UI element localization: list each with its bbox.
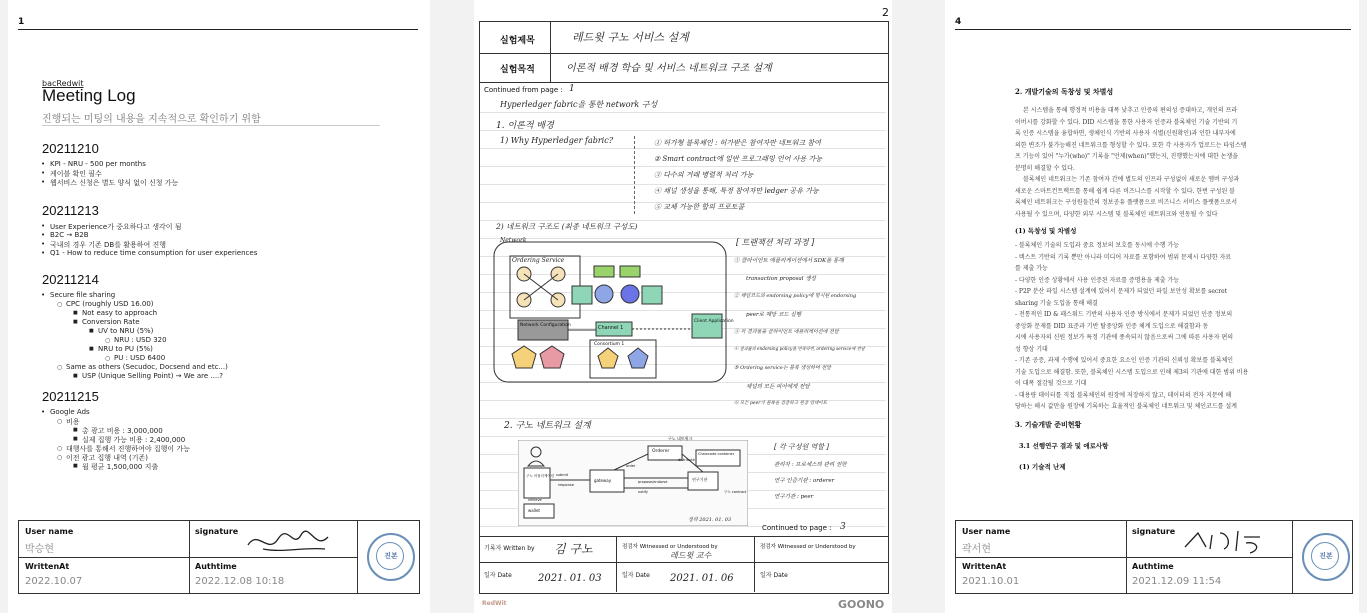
rule-line (480, 148, 886, 149)
paragraph-line: 분명히 해결할 수 있다. (1015, 164, 1075, 172)
section-heading-2: 3. 기술개발 준비현황 (1015, 420, 1082, 429)
hw-line: Hyperledger fabric을 통한 network 구성 (500, 100, 658, 109)
paragraph-line: 이버시를 강화할 수 있다. DID 시스템을 통한 사용자 인증과 블록체인 기술 기반의 기 (1015, 118, 1238, 126)
page-subtitle: 진행되는 미팅의 내용을 지속적으로 확인하기 위함 (42, 114, 261, 125)
recorder-signature: 김 구노 (554, 542, 593, 556)
page-number: 4 (955, 17, 962, 27)
list-item: ■ 실제 집행 가능 비용 : 2,400,000 (82, 435, 185, 445)
paragraph-line: 의한 변조가 불가능해진 네트워크를 형성할 수 있다. 또한 각 사용자가 업로드는 타임스탬 (1015, 141, 1247, 149)
hw-line: transaction proposal 생성 (746, 276, 816, 282)
continued-to-label: Continued to page : (762, 524, 832, 532)
title-divider (42, 125, 380, 126)
checker-label: 점검자 Witnessed or Understood by (622, 544, 718, 550)
bullet-line: - 대용량 데이터를 직접 블록체인의 원장에 저장하지 않고, 데이터의 전자 지문에 해 (1015, 391, 1232, 399)
brand-logo-redwit: RedWit (482, 600, 507, 607)
arch-gateway: gateway (594, 478, 612, 483)
rule-line (480, 184, 886, 185)
divider (550, 21, 551, 82)
divider (956, 557, 1292, 558)
bullet-line: - 전통적인 ID & 패스워드 기반의 사용자 인증 방식에서 문제가 되었던 인증 정보의 (1015, 311, 1233, 318)
page-header-rule (18, 29, 418, 30)
hw-line: 2) 네트워크 구조도 (최종 네트워크 구성도) (496, 222, 638, 231)
list-item: • 케이블 확인 필수 (50, 169, 102, 179)
list-item: ○ CPC (roughly USD 16.00) (66, 300, 154, 308)
divider (754, 536, 755, 592)
written-label: WrittenAt (962, 562, 1007, 571)
signature-label: signature (1132, 527, 1176, 536)
page-title: Meeting Log (42, 86, 136, 105)
hw-line: 연구기관 : peer (774, 494, 814, 500)
list-item: ■ USP (Unique Selling Point) → We are ....? (82, 372, 223, 380)
diagram-network-label: Network (500, 237, 527, 244)
handwritten-signature (243, 527, 333, 555)
hw-line: ③ 각 결과물을 클라이언트 애플리케이션에 전달 (734, 329, 839, 335)
signature-box (955, 520, 1353, 594)
hw-line: ⑤ Ordering service는 블록 생성하여 전달 (734, 365, 832, 371)
diagram-ordering-label: Ordering Service (512, 257, 565, 264)
arch-submit: submit (556, 473, 569, 477)
hw-line: ④ 채널 생성을 통해, 특정 참여자만 ledger 공유 가능 (654, 187, 819, 195)
list-item: ■ 총 광고 비용 : 3,000,000 (82, 426, 163, 436)
page-3 (945, 0, 1359, 613)
arch-lab: 연구기관 (692, 477, 708, 482)
paragraph-line: 새로운 스마트컨트랙트를 통해 쉽게 다른 비즈니스를 시작할 수 있다. 한번 구성된 블 (1015, 187, 1235, 195)
hw-line: 연구 인증기관 : orderer (774, 478, 835, 484)
authtime-label: Authtime (1132, 562, 1174, 571)
list-item: ○ NRU : USD 320 (114, 336, 167, 344)
divider (357, 521, 358, 593)
meeting-date: 20211214 (42, 272, 99, 287)
bullet-line: 를 제출 가능 (1015, 265, 1048, 272)
list-item: • Q1 - How to reduce time consumption for user experiences (50, 249, 257, 257)
paragraph-line: 본 시스템을 통해 행정적 비용을 대폭 낮추고 인증의 편의성 증대하고, 개인의 프라 (1023, 107, 1238, 114)
hw-line: ② Smart contract에 일반 프로그래밍 언어 사용 가능 (654, 155, 822, 163)
list-item: ○ 대행사를 통해서 진행하여야 집행이 가능 (66, 444, 190, 454)
bullet-line: 성 향상 기대 (1015, 345, 1048, 353)
title-value: 레드윗 구노 서비스 설계 (572, 31, 689, 44)
arch-chaincode: Chaincode container (698, 452, 735, 456)
title-label: 실험제목 (500, 36, 535, 46)
subsection-heading-2: 3.1 선행연구 결과 및 애로사항 (1019, 442, 1109, 450)
list-item: ■ NRU to PU (5%) (98, 345, 153, 353)
bullet-line: 당하는 해시 값만을 원장에 기록하는 효율적인 블록체인 네트워크 및 체인코드를 설계 (1015, 403, 1237, 410)
arch-order: order (626, 464, 636, 468)
list-item: ■ Not easy to approach (82, 309, 157, 317)
arch-orderer: Orderer (652, 449, 670, 454)
signature-box (18, 520, 420, 594)
hw-line: ⑤ 교체 가능한 합의 프로토콜 (654, 203, 745, 211)
hw-line: ③ 다수의 거래 병렬적 처리 가능 (654, 171, 754, 179)
subsection-heading-3: (1) 기술적 난제 (1019, 463, 1066, 471)
bullet-line: - 텍스트 기반의 기록 뿐만 아니라 미디어 자료를 포함하여 범위 문제시 다양한 자료 (1015, 253, 1232, 261)
authenticity-stamp (1302, 533, 1350, 581)
meeting-date: 20211210 (42, 141, 99, 156)
diagram-channel-label: Channel 1 (598, 325, 624, 331)
list-item: • Secure file sharing (50, 291, 115, 299)
paragraph-line: 록 인증 시스템을 융합하면, 생체인식 기반의 사용자 식별(신원확인)과 인한 내부자에 (1015, 130, 1236, 137)
meeting-date: 20211215 (42, 389, 99, 404)
hw-line: 1. 이론적 배경 (496, 121, 554, 131)
section-heading: 2. 개발기술의 독창성 및 차별성 (1015, 87, 1114, 96)
list-item: ■ Conversion Rate (82, 318, 140, 326)
parent-link[interactable]: bacRedwit (42, 79, 84, 88)
stamp-text: 진본 (384, 552, 398, 560)
architecture-diagram (518, 436, 748, 526)
username-label: User name (962, 527, 1011, 536)
bullet-line: sharing 기술 도입을 통해 해결 (1015, 299, 1098, 307)
authtime-value: 2021.12.09 11:54 (1132, 576, 1222, 587)
continued-to-page: 3 (840, 522, 846, 532)
hw-line: 1) Why Hyperledger fabric? (500, 136, 614, 145)
date-1: 2021. 01. 03 (538, 573, 602, 584)
stamp-text: 진본 (1319, 552, 1333, 560)
paragraph-line: 록체인 네트워크는 구성원들간의 정보공유 플랫폼으로 비즈니스 서비스 플랫폼으로서 (1015, 199, 1238, 206)
page-number: 2 (882, 6, 889, 19)
page-number: 1 (18, 17, 25, 27)
arch-retrieve: retrieve (528, 498, 542, 502)
date-2: 2021. 01. 06 (670, 573, 734, 584)
bullet-line: - 블록체인 기술의 도입과 중요 정보의 보호를 동시에 수행 가능 (1015, 242, 1180, 249)
arch-distribute: distribute (678, 458, 695, 462)
rule-line (480, 166, 886, 167)
continued-from-label: Continued from page : (484, 86, 563, 94)
bullet-line: 이 대폭 절감될 것으로 기대 (1015, 380, 1087, 387)
hw-line: 정리 2021. 01. 03 (688, 517, 732, 523)
hw-line: ① 허가형 블록체인 : 허가받은 참여자만 네트워크 참여 (654, 139, 821, 147)
bullet-line: 시에 사용자의 신원 정보가 특정 기관에 종속되지 않음으로써 그에 따른 사용자 편의 (1015, 334, 1234, 341)
list-item: • B2C → B2B (50, 231, 89, 239)
date-label-2: 일자 Date (622, 572, 650, 579)
list-item: ○ 이전 광고 집행 내역 (기존) (66, 453, 148, 463)
date-label-3: 일자 Date (760, 572, 788, 579)
bullet-line: - 기존 공증, 과제 수행에 있어서 중요한 요소인 인증 기관의 신뢰성 확보를 블록체인 (1015, 357, 1234, 364)
signature-label: signature (195, 527, 239, 536)
checker-signature: 레드윗 교수 (670, 551, 712, 560)
hw-line: ④ 결과물의 endorsing policy를 만족하면, ordering service에 전달 (734, 346, 865, 351)
page-header-rule (955, 29, 1351, 30)
bullet-line: - P2P 분산 파일 시스템 설계에 있어서 문제가 되었던 파일 보안성 확보를 secret (1015, 288, 1228, 295)
arch-proposal: propose/endorse (638, 480, 668, 484)
arch-notify: notify (638, 490, 648, 494)
divider (1292, 521, 1293, 593)
rule-line (480, 112, 886, 113)
list-item: • KPI - NRU - 500 per months (50, 160, 146, 168)
list-item: ■ 월 평균 1,500,000 지출 (82, 462, 158, 472)
page-2 (474, 0, 892, 613)
continued-from-page: 1 (569, 84, 575, 94)
diagram-config-label: Network Configuration (520, 323, 571, 328)
recorder-label: 기록자 Written by (484, 545, 535, 552)
checker2-label: 점검자 Witnessed or Understood by (760, 544, 856, 550)
hw-line: peer로 해당 코드 실행 (746, 312, 802, 318)
divider (479, 562, 888, 563)
username-label: User name (25, 527, 74, 536)
hw-line: 2. 구노 네트워크 설계 (504, 421, 591, 431)
diagram-consortium-label: Consortium 1 (594, 342, 625, 347)
hw-line: ① 클라이언트 애플리케이션에서 SDK를 통해 (734, 258, 844, 264)
username-value: 곽서현 (962, 544, 991, 555)
brand-logo-goono: GOONO (838, 598, 885, 611)
bullet-line: - 다양한 인증 상황에서 사용 인증된 자료를 증명용을 제출 가능 (1015, 276, 1180, 284)
hw-line: 채널의 모든 피어에게 전달 (746, 384, 810, 390)
written-value: 2022.10.07 (25, 576, 83, 587)
list-item: ○ PU : USD 6400 (114, 354, 165, 362)
arch-contract: 구노 contract (724, 490, 747, 494)
divider (479, 536, 888, 537)
hw-line: 관리자 : 프로세스의 관리 권한 (774, 462, 847, 468)
divider (479, 82, 888, 83)
handwritten-signature (1180, 525, 1270, 555)
arch-title: 구노 네트워크 (668, 436, 693, 441)
written-value: 2021.10.01 (962, 576, 1020, 587)
arch-wallet: wallet (528, 508, 540, 513)
hw-line: [ 트랜잭션 처리 과정 ] (736, 238, 815, 247)
username-value: 박승현 (25, 544, 54, 555)
hw-line: [ 각 구성원 역할 ] (774, 443, 829, 451)
purpose-value: 이론적 배경 학습 및 서비스 네트워크 구조 설계 (566, 63, 772, 74)
page-1 (8, 0, 430, 613)
divider (479, 53, 888, 54)
hw-line: ② 채널코드의 endorsing policy에 명시된 endorsing (734, 293, 857, 299)
list-item: ■ UV to NRU (5%) (98, 327, 153, 335)
date-label-1: 일자 Date (484, 572, 512, 579)
subsection-heading: (1) 독창성 및 차별성 (1015, 227, 1077, 235)
arch-app: 구노 어플리케이션 (526, 474, 555, 478)
bullet-line: 중앙화 문제를 DID 표준과 기반 탈중앙화 인증 체계 도입으로 해결함과 동 (1015, 322, 1209, 330)
list-item: ○ 비용 (66, 417, 80, 427)
bullet-line: 기술 도입으로 해결함. 또한, 블록체인 시스템 도입으로 인해 제3의 기관에 대한 범위 비용 (1015, 368, 1249, 376)
diagram-client-label: Client Application (694, 319, 734, 324)
list-item: ○ Same as others (Secudoc, Docsend and etc...) (66, 363, 228, 371)
divider (616, 536, 617, 592)
brace-line (634, 136, 636, 214)
meeting-date: 20211213 (42, 203, 99, 218)
written-label: WrittenAt (25, 562, 70, 571)
list-item: • 웹서비스 신청은 별도 양식 없이 신청 가능 (50, 178, 178, 188)
authenticity-stamp (367, 533, 415, 581)
authtime-value: 2022.12.08 10:18 (195, 576, 285, 587)
paragraph-line: 사용될 수 있으며, 다양한 외부 시스템 및 블록체인 네트워크와 연동될 수 있다 (1015, 210, 1218, 218)
arch-response: response (558, 483, 574, 487)
list-item: • 국내의 경우 기존 DB를 활용하여 진행 (50, 240, 166, 250)
paragraph-line: 프 기능이 있어 "누가(who)" 기록을 "언제(when)"했는지, 진행했는지에 대한 논쟁을 (1015, 153, 1239, 160)
divider (19, 557, 357, 558)
purpose-label: 실험목적 (500, 65, 535, 75)
authtime-label: Authtime (195, 562, 237, 571)
hw-line: ⑥ 모든 peer가 블록을 검증하고 원장 업데이트 (734, 401, 827, 406)
paragraph-line: 블록체인 네트워크는 기존 참여자 간에 별도의 인프라 구성없이 새로운 멤버 구성과 (1023, 176, 1240, 183)
list-item: • Google Ads (50, 408, 90, 416)
list-item: • User Experience가 중요하다고 생각이 됨 (50, 222, 182, 232)
